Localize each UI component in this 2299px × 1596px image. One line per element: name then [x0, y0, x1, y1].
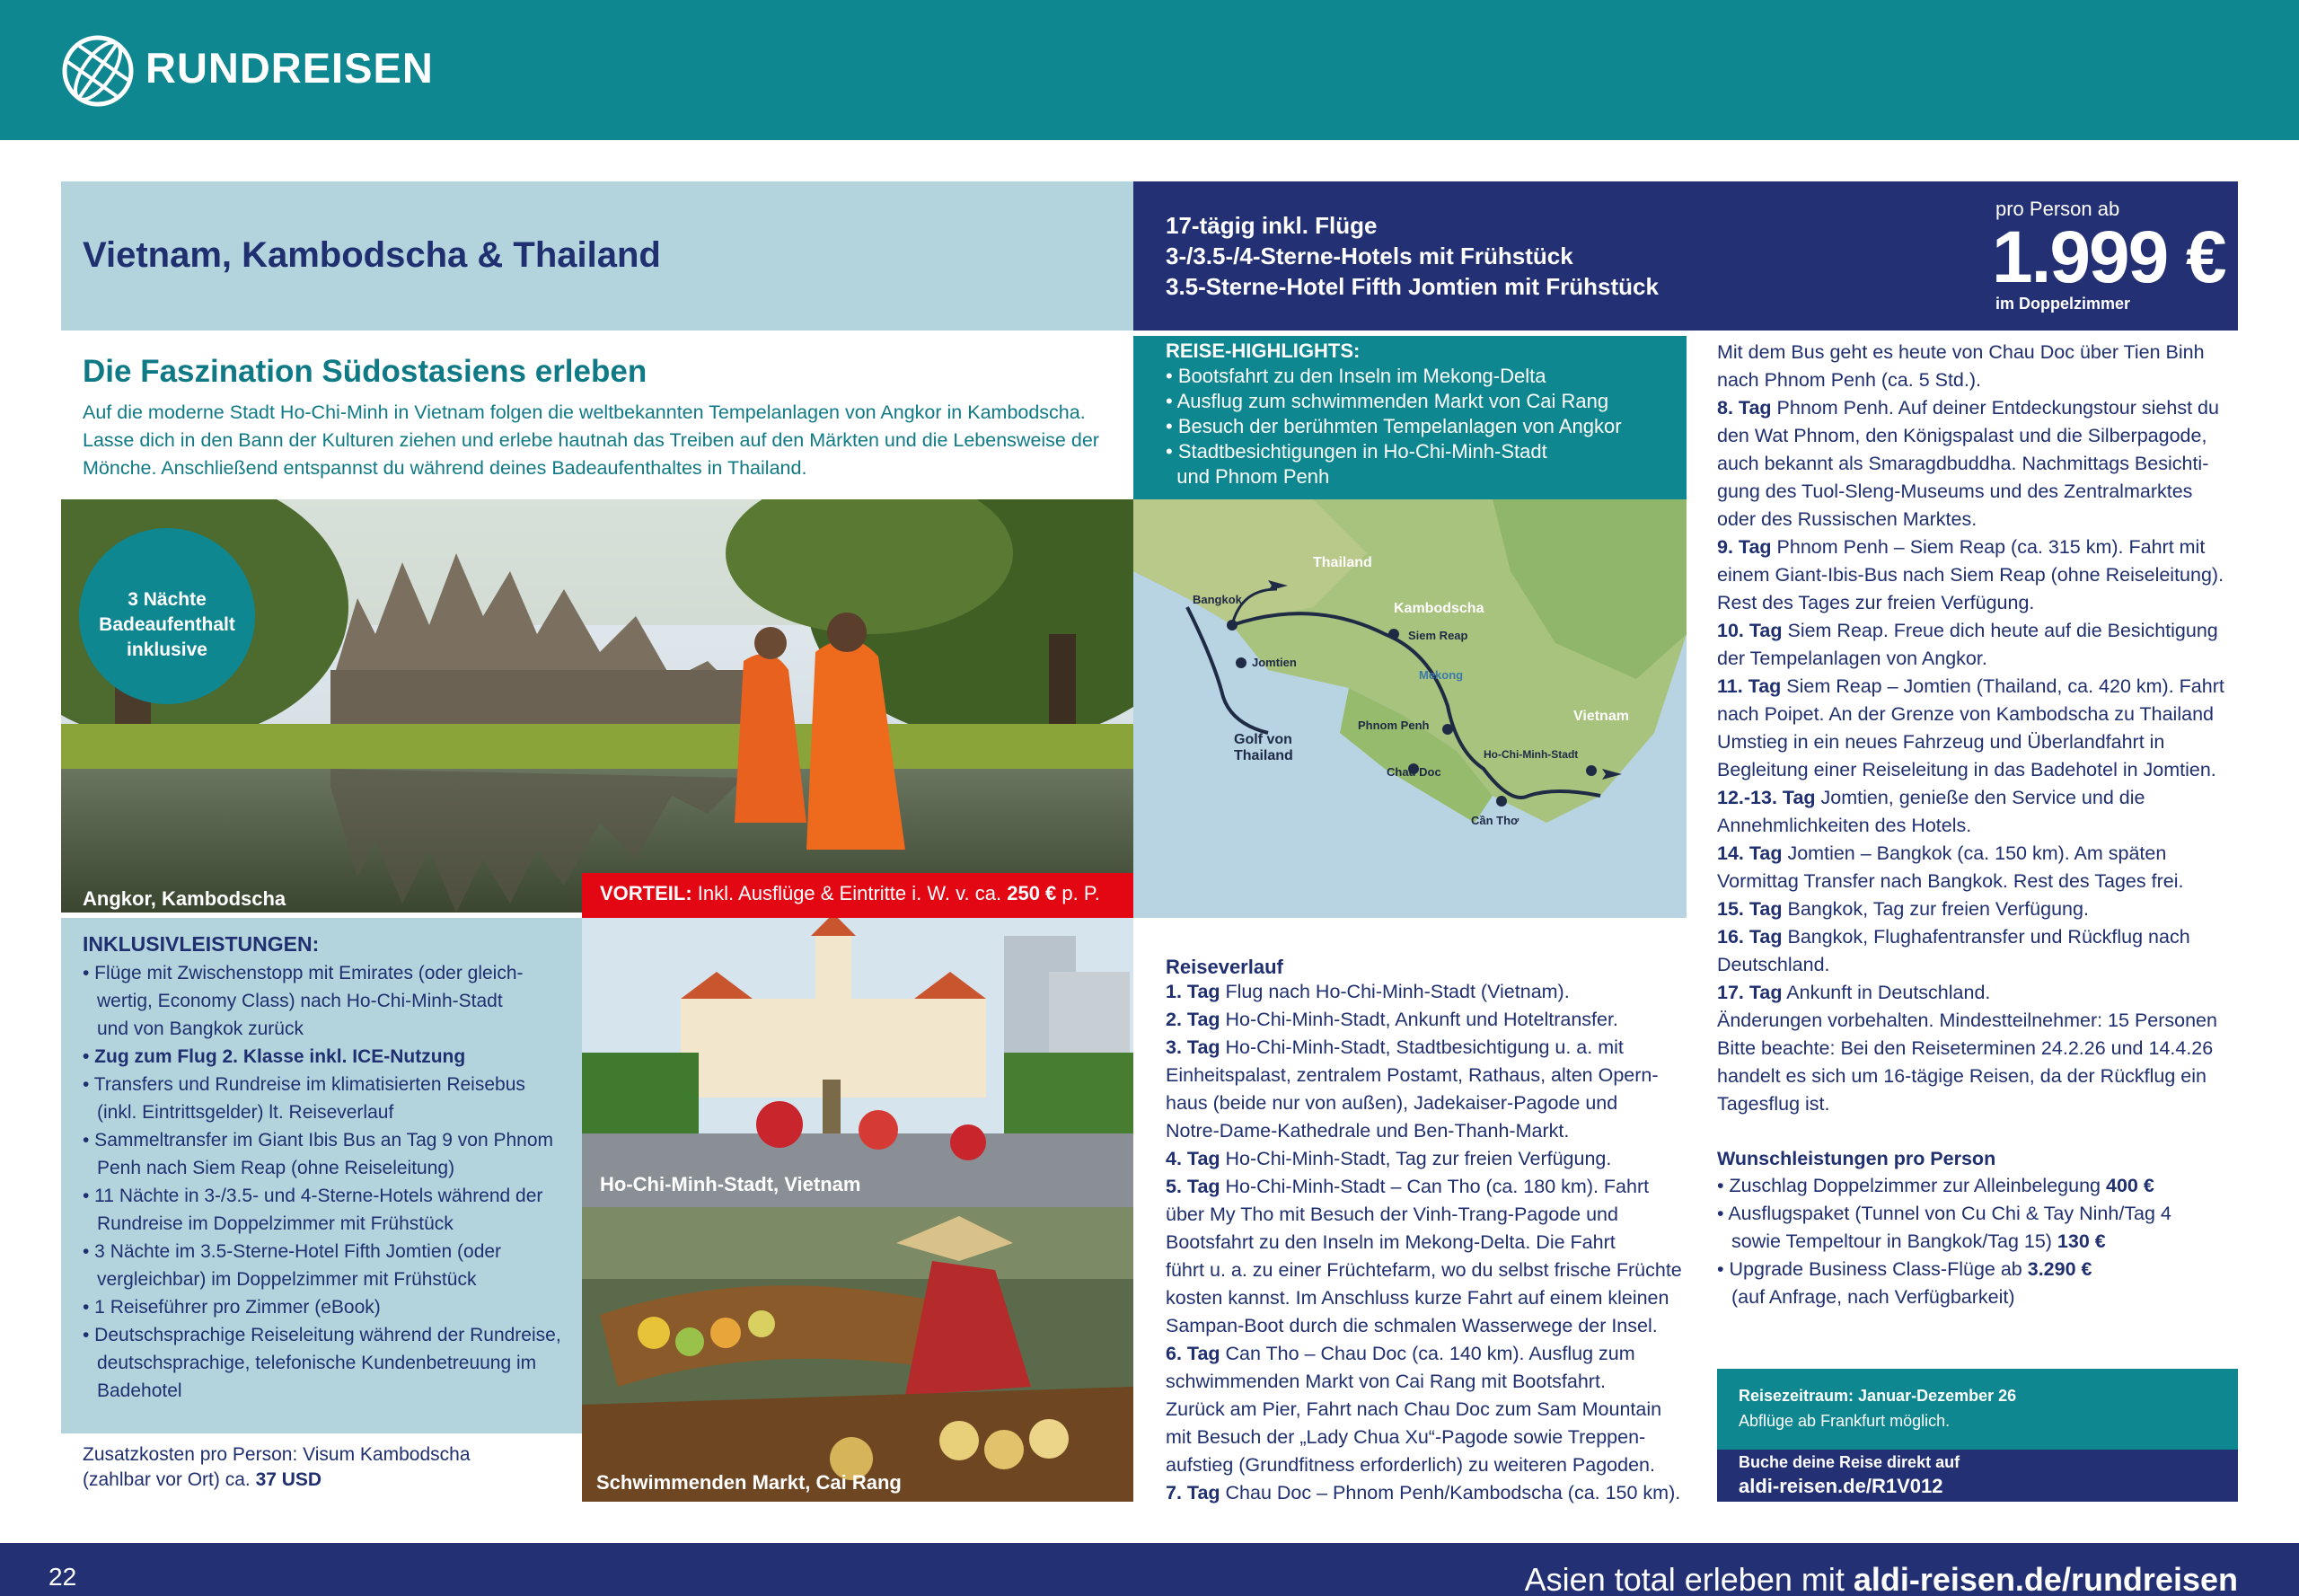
text-line [1166, 1315, 1658, 1337]
text-line [1717, 481, 2192, 503]
line-text: nach Phnom Penh (ca. 5 Std.). [1717, 369, 1981, 391]
text-line [1717, 703, 2214, 726]
inclusive-item: • Deutschsprachige Reiseleitung während der Rundreise, [83, 1325, 561, 1345]
text-line [1717, 842, 2166, 865]
extras-heading: Wunschleistungen pro Person [1717, 1148, 1996, 1169]
inclusive-item: und von Bangkok zurück [97, 1018, 304, 1039]
line-text: Phnom Penh – Siem Reap (ca. 315 km). Fahrt mit [1771, 536, 2206, 558]
text-line [1166, 981, 1570, 1003]
inclusive-item: (inkl. Eintrittsgelder) lt. Reiseverlauf [97, 1102, 394, 1123]
inclusive-item: Penh nach Siem Reap (ohne Reiseleitung) [97, 1158, 455, 1178]
map-label-thailand: Thailand [1313, 555, 1372, 570]
day-label: 9. Tag [1717, 536, 1772, 558]
text-line [1731, 1230, 2106, 1253]
text-line [1717, 620, 2218, 642]
map-label-golf-2: Thailand [1234, 748, 1293, 763]
itinerary-heading: Reiseverlauf [1166, 956, 1283, 978]
advantage-amount: 250 € [1007, 882, 1057, 904]
text-line [1717, 731, 2164, 754]
line-text: Bootsfahrt zu den Inseln im Mekong-Delta. Die Fahrt [1166, 1231, 1616, 1253]
footer-tag-text: Asien total erleben mit [1524, 1561, 1854, 1596]
price-note: im Doppelzimmer [1995, 295, 2131, 313]
footer-tagline [1525, 1561, 2238, 1596]
map-label-siem-reap: Siem Reap [1408, 629, 1468, 642]
text-line [1166, 1371, 1606, 1393]
text-line [1166, 1064, 1659, 1087]
text-line [1717, 1037, 2213, 1060]
line-text: über My Tho mit Besuch der Vinh-Trang-Pagode und [1166, 1204, 1618, 1225]
line-text: Jomtien, genieße den Service und die [1815, 787, 2145, 808]
text-line [1717, 592, 2034, 614]
info-duration: 17-tägig inkl. Flüge [1166, 212, 1378, 239]
line-text: Notre-Dame-Kathedrale und Ben-Thanh-Markt. [1166, 1120, 1570, 1142]
inclusive-item: wertig, Economy Class) nach Ho-Chi-Minh-Stadt [97, 991, 503, 1011]
highlight-item: • Besuch der berühmten Tempelanlagen von Angkor [1166, 415, 1622, 437]
price-amount: 400 € [2105, 1175, 2154, 1196]
text-line [1166, 1036, 1624, 1059]
text-line [1166, 1259, 1682, 1282]
day-label: 14. Tag [1717, 842, 1783, 864]
map-label-phnom-penh: Phnom Penh [1358, 719, 1430, 732]
highlight-item: und Phnom Penh [1166, 465, 1330, 488]
text-line [1717, 341, 2205, 364]
day-label: 16. Tag [1717, 926, 1783, 948]
day-label: 7. Tag [1166, 1482, 1220, 1503]
intro-heading: Die Faszination Südostasiens erleben [83, 354, 647, 389]
caption-hcm: Ho-Chi-Minh-Stadt, Vietnam [600, 1173, 861, 1195]
advantage-suffix: p. P. [1061, 882, 1100, 904]
line-text: Ho-Chi-Minh-Stadt, Tag zur freien Verfügung. [1220, 1148, 1612, 1169]
map-label-hcm: Ho-Chi-Minh-Stadt [1484, 748, 1579, 761]
line-text: Chau Doc – Phnom Penh/Kambodscha (ca. 150 km). [1220, 1482, 1681, 1503]
inclusive-item: • 3 Nächte im 3.5-Sterne-Hotel Fifth Jomtien (oder [83, 1241, 502, 1262]
day-label: 4. Tag [1166, 1148, 1220, 1169]
advantage-text: Inkl. Ausflüge & Eintritte i. W. v. ca. [697, 882, 1002, 904]
day-label: 2. Tag [1166, 1009, 1220, 1030]
info-hotels: 3-/3.5-/4-Sterne-Hotels mit Frühstück [1166, 242, 1573, 269]
text-line [1717, 926, 2190, 948]
inclusive-item: • Flüge mit Zwischenstopp mit Emirates (oder gleich- [83, 963, 524, 983]
price: 1.999 € [1992, 216, 2225, 298]
line-text: Begleitung einer Reiseleitung in das Badehotel in Jomtien. [1717, 759, 2216, 780]
line-text: • Upgrade Business Class-Flüge ab [1717, 1258, 2028, 1280]
line-text: führt u. a. zu einer Früchtefarm, wo du selbst frische Früchte [1166, 1259, 1682, 1281]
extra-cost-line [83, 1469, 322, 1491]
day-label: 11. Tag [1717, 675, 1782, 697]
intro-line: Mönche. Anschließend entspannst du während deines Badeaufenthaltes in Thailand. [83, 457, 807, 479]
text-line [1717, 1203, 2171, 1225]
highlight-item: • Bootsfahrt zu den Inseln im Mekong-Delta [1166, 365, 1546, 387]
text-line [1717, 1065, 2207, 1088]
inclusive-item: • 1 Reiseführer pro Zimmer (eBook) [83, 1297, 381, 1318]
text-line [1717, 1175, 2154, 1197]
map-label-jomtien: Jomtien [1252, 656, 1297, 669]
intro-line: Auf die moderne Stadt Ho-Chi-Minh in Vietnam folgen die weltbekannten Tempelanlagen von Angkor in Kambodscha. [83, 401, 1086, 423]
map-label-chau-doc: Chau Doc [1387, 765, 1441, 779]
line-text: einem Giant-Ibis-Bus nach Siem Reap (ohne Reiseleitung). [1717, 564, 2224, 586]
text-line [1717, 815, 1971, 837]
line-text: Siem Reap. Freue dich heute auf die Besichtigung [1782, 620, 2218, 641]
day-label: 5. Tag [1166, 1176, 1220, 1197]
line-text: • Zuschlag Doppelzimmer zur Alleinbelegung [1717, 1175, 2106, 1196]
day-label: 15. Tag [1717, 898, 1783, 920]
text-line [1717, 898, 2089, 921]
line-text: kosten kannst. Im Anschluss kurze Fahrt auf einem kleinen [1166, 1287, 1669, 1309]
text-line [1717, 453, 2208, 475]
line-text: Änderungen vorbehalten. Mindestteilnehmer: 15 Personen [1717, 1010, 2217, 1031]
inclusive-item: • 11 Nächte in 3-/3.5- und 4-Sterne-Hotels während der [83, 1186, 543, 1206]
line-text: Annehmlichkeiten des Hotels. [1717, 815, 1972, 836]
text-line [1717, 759, 2216, 781]
day-label: 12.-13. Tag [1717, 787, 1816, 808]
line-text: haus (beide nur von außen), Jadekaiser-Pagode und [1166, 1092, 1618, 1114]
inclusive-item: Badehotel [97, 1380, 182, 1401]
inclusive-item: deutschsprachige, telefonische Kundenbetreuung im [97, 1353, 537, 1373]
text-line [1166, 1482, 1680, 1504]
advantage-label: VORTEIL: [600, 882, 692, 904]
line-text: Mit dem Bus geht es heute von Chau Doc über Tien Binh [1717, 341, 2205, 363]
text-line [1166, 1287, 1669, 1309]
text-line [1717, 870, 2183, 893]
day-label: 6. Tag [1166, 1343, 1220, 1364]
booking-link[interactable]: aldi-reisen.de/R1V012 [1739, 1475, 1943, 1497]
line-text: Flug nach Ho-Chi-Minh-Stadt (Vietnam). [1220, 981, 1570, 1002]
floating-market-photo [582, 1207, 1133, 1502]
line-text: Rest des Tages zur freien Verfügung. [1717, 592, 2035, 613]
day-label: 8. Tag [1717, 397, 1772, 419]
text-line [1166, 1009, 1618, 1031]
text-line [1166, 1204, 1618, 1226]
line-text: Bangkok, Tag zur freien Verfügung. [1782, 898, 2089, 920]
text-line [1717, 1258, 2092, 1281]
route-map-graphic [1133, 499, 1687, 918]
map-label-kambodscha: Kambodscha [1394, 601, 1484, 616]
intro-line: Lasse dich in den Bann der Kulturen ziehen und erlebe hautnah das Treiben auf den Märkten und die Lebensweise der [83, 429, 1099, 451]
text-line [1717, 425, 2207, 447]
line-text: • Ausflugspaket (Tunnel von Cu Chi & Tay Ninh/Tag 4 [1717, 1203, 2171, 1224]
badge-line: inklusive [127, 639, 207, 660]
line-text: schwimmenden Markt von Cai Rang mit Bootsfahrt. [1166, 1371, 1606, 1392]
line-text: handelt es sich um 16-tägige Reisen, da der Rückflug ein [1717, 1065, 2207, 1087]
page-number: 22 [48, 1563, 77, 1591]
hcm-city-hall-photo [582, 918, 1133, 1207]
inclusive-item: • Zug zum Flug 2. Klasse inkl. ICE-Nutzung [83, 1046, 466, 1067]
info-beach-hotel: 3.5-Sterne-Hotel Fifth Jomtien mit Frühstück [1166, 273, 1659, 300]
route-map [1133, 499, 1687, 918]
text-line [1717, 982, 1990, 1004]
line-text: Einheitspalast, zentralem Postamt, Rathaus, alten Opern- [1166, 1064, 1659, 1086]
highlight-item: • Stadtbesichtigungen in Ho-Chi-Minh-Stadt [1166, 440, 1547, 463]
line-text: (auf Anfrage, nach Verfügbarkeit) [1731, 1286, 2015, 1308]
travel-period: Reisezeitraum: Januar-Dezember 26 [1739, 1387, 2017, 1405]
text-line [1166, 1426, 1645, 1449]
price-from-label: pro Person ab [1995, 198, 2120, 220]
highlight-item: • Ausflug zum schwimmenden Markt von Cai Rang [1166, 390, 1609, 412]
price-amount: 130 € [2057, 1230, 2106, 1252]
line-text: Vormittag Transfer nach Bangkok. Rest des Tages frei. [1717, 870, 2184, 892]
text-line [1166, 1231, 1616, 1254]
trip-title: Vietnam, Kambodscha & Thailand [83, 235, 661, 275]
text-line [1166, 1454, 1655, 1477]
line-text: auch bekannt als Smaragdbuddha. Nachmittags Besichti- [1717, 453, 2209, 474]
inclusive-item: • Sammeltransfer im Giant Ibis Bus an Tag 9 von Phnom [83, 1130, 554, 1151]
line-text: Bangkok, Flughafentransfer und Rückflug nach [1782, 926, 2190, 948]
line-text: aufstieg (Grundfitness erforderlich) zu weiteren Pagoden. [1166, 1454, 1655, 1476]
text-line [1717, 397, 2219, 419]
map-label-can-tho: Cần Thơ [1471, 814, 1519, 827]
text-line [1717, 1093, 1829, 1115]
brand-title: RUNDREISEN [145, 44, 434, 92]
day-label: 3. Tag [1166, 1036, 1220, 1058]
line-text: sowie Tempeltour in Bangkok/Tag 15) [1731, 1230, 2057, 1252]
text-line [1166, 1398, 1661, 1421]
badge-line: 3 Nächte [128, 589, 207, 610]
day-label: 1. Tag [1166, 981, 1220, 1002]
line-text: nach Poipet. An der Grenze von Kambodscha zu Thailand [1717, 703, 2214, 725]
line-text: Phnom Penh. Auf deiner Entdeckungstour siehst du [1771, 397, 2219, 419]
line-text: Ho-Chi-Minh-Stadt, Stadtbesichtigung u. a. mit [1220, 1036, 1624, 1058]
map-label-mekong: Mekong [1419, 668, 1464, 682]
day-label: 10. Tag [1717, 620, 1783, 641]
line-text: mit Besuch der „Lady Chua Xu“-Pagode sowie Treppen- [1166, 1426, 1646, 1448]
line-text: der Tempelanlagen von Angkor. [1717, 648, 1987, 669]
extra-cost-line: Zusatzkosten pro Person: Visum Kambodscha [83, 1444, 471, 1465]
travel-period-box [1717, 1369, 2238, 1450]
text-line [1731, 1286, 2015, 1309]
advantage-banner [582, 873, 1133, 918]
text-line [1717, 369, 1981, 392]
booking-cta: Buche deine Reise direkt auf [1739, 1453, 1960, 1471]
map-label-golf: Golf von [1234, 732, 1292, 747]
text-line [1717, 648, 1987, 670]
line-text: Ankunft in Deutschland. [1782, 982, 1991, 1003]
line-text: Umstieg in ein neues Fahrzeug und Überlandfahrt in [1717, 731, 2165, 753]
inclusive-heading: INKLUSIVLEISTUNGEN: [83, 932, 320, 956]
text-line [1717, 1010, 2217, 1032]
text-line [1717, 787, 2145, 809]
badge-line: Badeaufenthalt [99, 614, 235, 635]
inclusive-item: • Transfers und Rundreise im klimatisierten Reisebus [83, 1074, 525, 1095]
inclusive-item: vergleichbar) im Doppelzimmer mit Frühstück [97, 1269, 477, 1290]
caption-market: Schwimmenden Markt, Cai Rang [596, 1471, 902, 1494]
text-line [1166, 1176, 1649, 1198]
line-text: den Wat Phnom, den Königspalast und die Silberpagode, [1717, 425, 2207, 446]
line-text: Deutschland. [1717, 954, 1830, 975]
caption-angkor: Angkor, Kambodscha [83, 887, 286, 910]
text-line [1717, 675, 2224, 698]
text-line [1717, 508, 1977, 531]
intro-text [83, 399, 1124, 482]
footer-link[interactable]: aldi-reisen.de/rundreisen [1853, 1561, 2238, 1596]
text-line [1717, 536, 2205, 559]
line-text: oder des Russischen Marktes. [1717, 508, 1977, 530]
highlights-heading: REISE-HIGHLIGHTS: [1166, 339, 1361, 362]
line-text: Sampan-Boot durch die schmalen Wasserwege der Insel. [1166, 1315, 1658, 1336]
line-text: Ho-Chi-Minh-Stadt – Can Tho (ca. 180 km). Fahrt [1220, 1176, 1650, 1197]
line-text: Bitte beachte: Bei den Reiseterminen 24.2.26 und 14.4.26 [1717, 1037, 2214, 1059]
line-text: Jomtien – Bangkok (ca. 150 km). Am späten [1782, 842, 2167, 864]
departure-note: Abflüge ab Frankfurt möglich. [1739, 1412, 1951, 1430]
day-label: 17. Tag [1717, 982, 1783, 1003]
text-line [1166, 1092, 1617, 1115]
extra-cost-note: (zahlbar vor Ort) ca. [83, 1469, 251, 1490]
text-line [1717, 954, 1830, 976]
text-line [1166, 1120, 1569, 1142]
line-text: Can Tho – Chau Doc (ca. 140 km). Ausflug zum [1220, 1343, 1635, 1364]
line-text: Zurück am Pier, Fahrt nach Chau Doc zum Sam Mountain [1166, 1398, 1662, 1420]
extra-cost-amount: 37 USD [255, 1469, 322, 1490]
text-line [1166, 1148, 1611, 1170]
line-text: Tagesflug ist. [1717, 1093, 1830, 1115]
map-label-bangkok: Bangkok [1193, 593, 1242, 606]
map-label-vietnam: Vietnam [1573, 709, 1629, 724]
line-text: Siem Reap – Jomtien (Thailand, ca. 420 km). Fahrt [1781, 675, 2224, 697]
text-line [1717, 564, 2224, 586]
globe-icon [61, 34, 135, 108]
beach-stay-badge [79, 528, 255, 704]
price-amount: 3.290 € [2027, 1258, 2092, 1280]
line-text: Ho-Chi-Minh-Stadt, Ankunft und Hoteltransfer. [1220, 1009, 1618, 1030]
line-text: gung des Tuol-Sleng-Museums und des Zentralmarktes [1717, 481, 2193, 502]
inclusive-item: Rundreise im Doppelzimmer mit Frühstück [97, 1213, 454, 1234]
text-line [1166, 1343, 1635, 1365]
